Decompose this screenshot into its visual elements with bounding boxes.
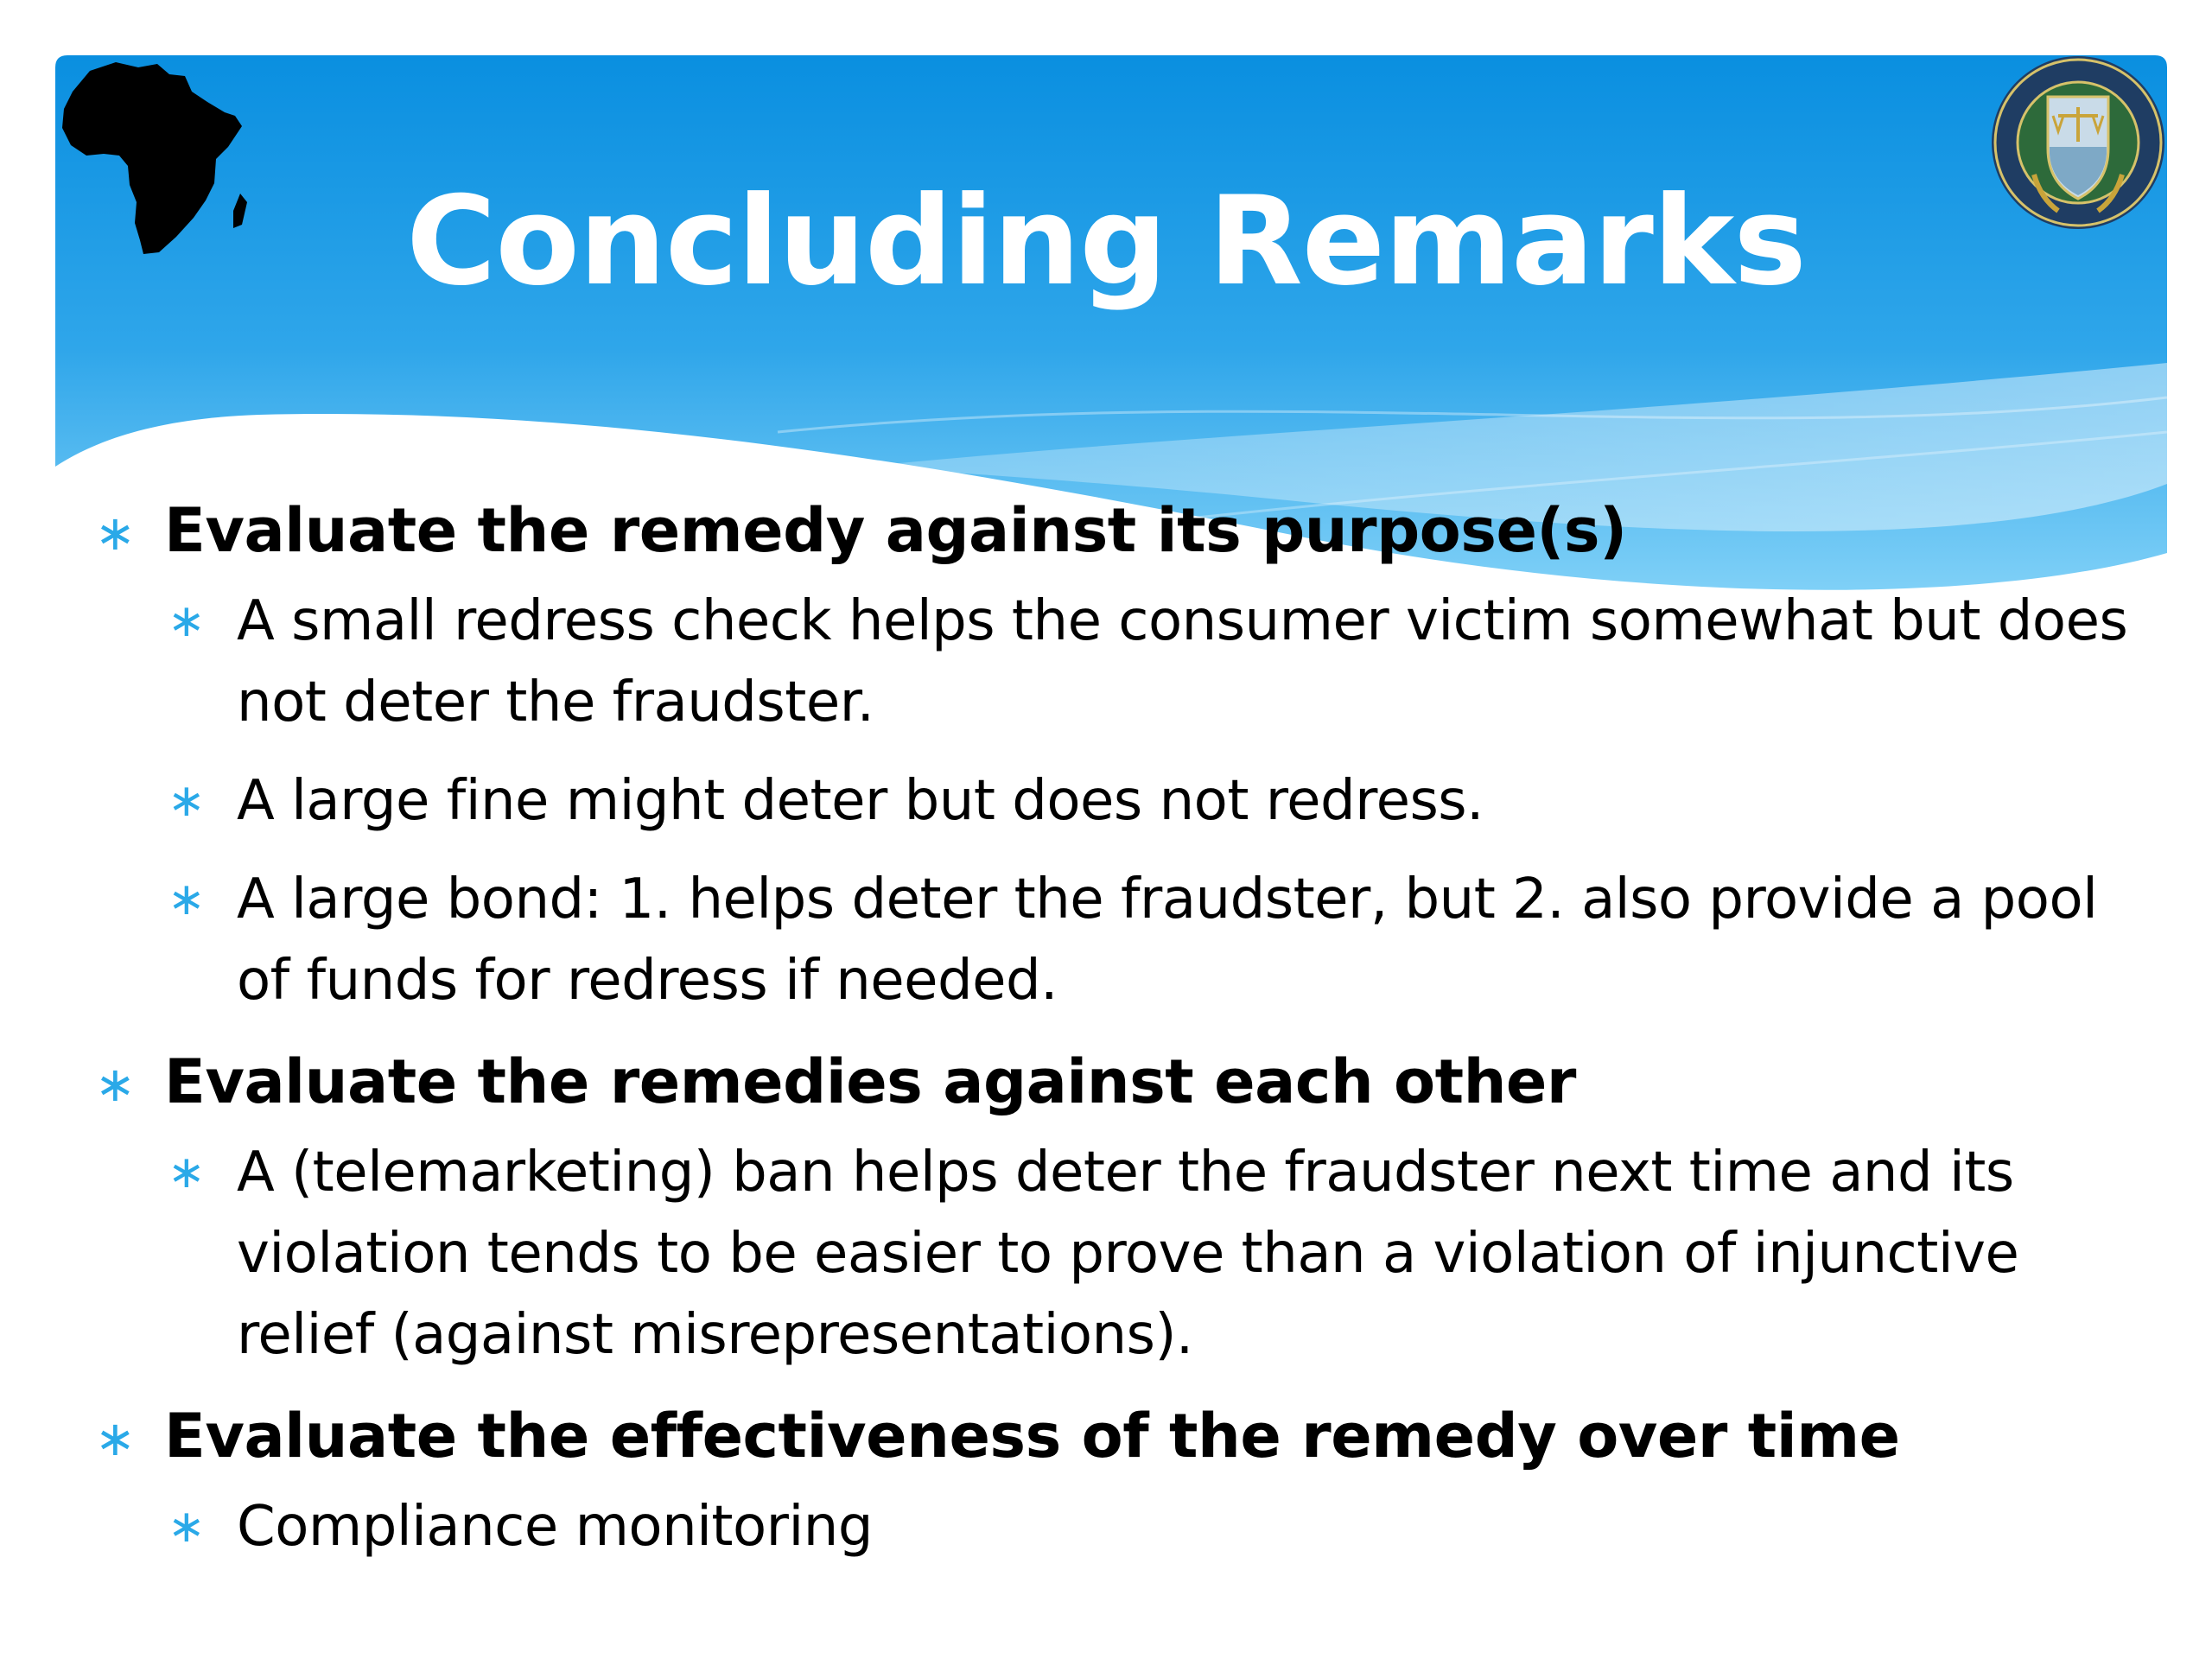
sub-bullet-text: Compliance monitoring (237, 1495, 873, 1559)
sub-bullet-item (92, 859, 2131, 1021)
slide-title: Concluding Remarks (406, 170, 1806, 313)
sub-bullet-item (92, 1132, 2131, 1376)
sub-bullet-text: A (telemarketing) ban helps deter the fraudster next time and its violation tends to be easier to prove than a violation of injunctive relief (against misrepresentations). (237, 1141, 2019, 1367)
bullet-item (92, 1393, 2131, 1479)
bullet-item (92, 1039, 2131, 1125)
bullet-asterisk-icon: ∗ (95, 1057, 136, 1113)
sub-bullet-asterisk-icon: ∗ (168, 775, 206, 827)
bullet-asterisk-icon: ∗ (95, 505, 136, 562)
bullet-text: Evaluate the remedy against its purpose(s) (164, 495, 1627, 566)
bullet-text: Evaluate the remedies against each other (164, 1046, 1576, 1117)
sub-bullet-text: A small redress check helps the consumer victim somewhat but does not deter the fraudster. (237, 589, 2128, 734)
sub-bullet-item (92, 581, 2131, 743)
bullet-text: Evaluate the effectiveness of the remedy over time (164, 1401, 1900, 1471)
sub-bullet-asterisk-icon: ∗ (168, 1147, 206, 1198)
bullet-asterisk-icon: ∗ (95, 1411, 136, 1467)
sub-bullet-asterisk-icon: ∗ (168, 1501, 206, 1553)
bullet-list (92, 474, 2131, 1585)
sub-bullet-item (92, 760, 2131, 842)
sub-bullet-asterisk-icon: ∗ (168, 874, 206, 925)
sub-bullet-text: A large bond: 1. helps deter the fraudster, but 2. also provide a pool of funds for redress if needed. (237, 868, 2098, 1013)
sub-bullet-item (92, 1486, 2131, 1567)
sub-bullet-asterisk-icon: ∗ (168, 595, 206, 647)
sub-bullet-text: A large fine might deter but does not redress. (237, 769, 1484, 833)
bullet-item (92, 487, 2131, 574)
